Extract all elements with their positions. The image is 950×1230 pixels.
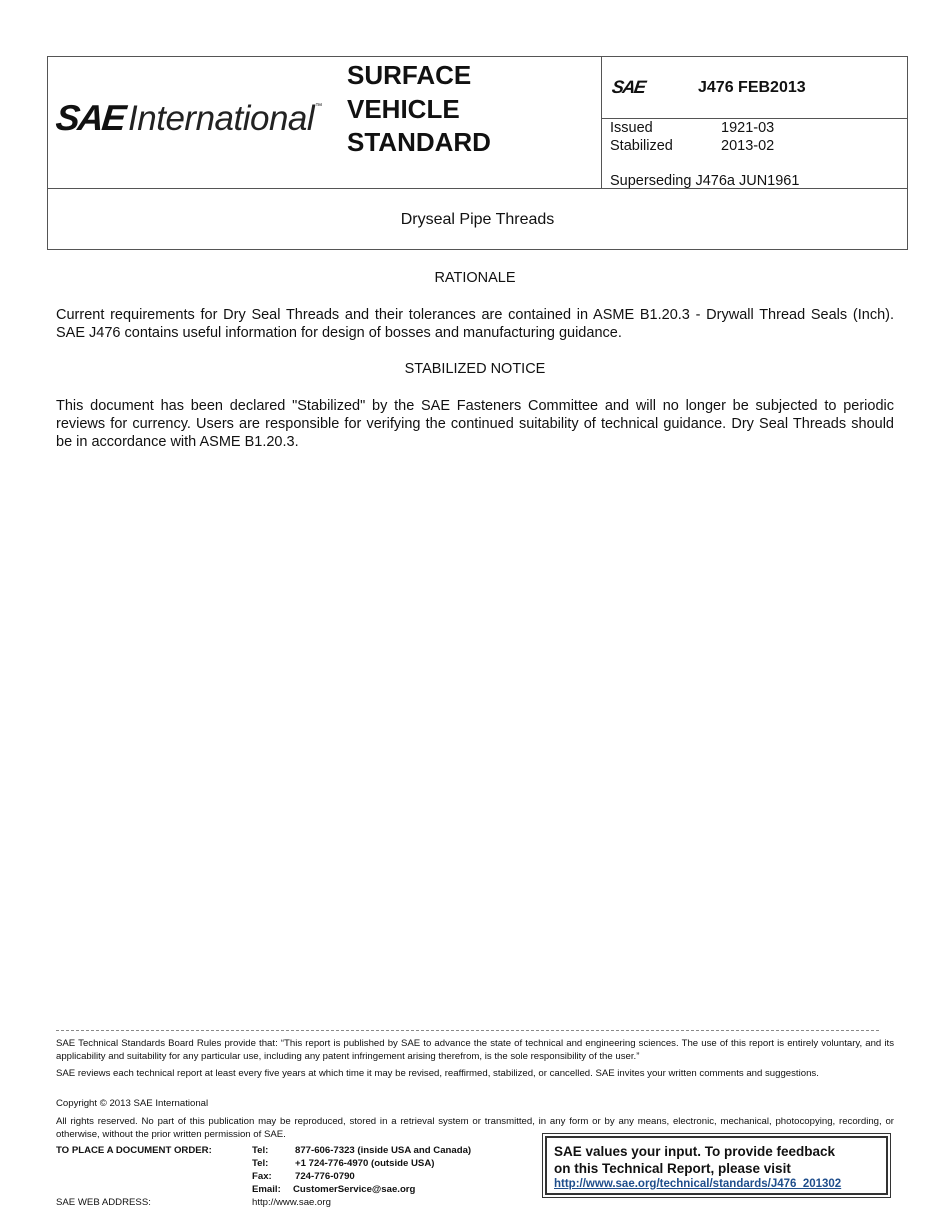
contact-key-email: Email: [252, 1184, 281, 1195]
feedback-box [542, 1133, 891, 1198]
logo-trademark: ™ [315, 103, 323, 110]
logo-cell [48, 57, 346, 188]
standard-type-line-1: SURFACE [347, 60, 472, 90]
doc-info-cell [601, 57, 907, 188]
rationale-text: Current requirements for Dry Seal Threads and their tolerances are contained in ASME B1.20.3 - Drywall Thread Seals (Inch). SAE J476 contains useful information for design of bosses and manufacturing guidance. [56, 307, 894, 341]
superseding-text: Superseding J476a JUN1961 [610, 173, 800, 189]
standard-type [347, 59, 597, 160]
doc-id-row [602, 57, 907, 119]
title-box [47, 188, 908, 250]
sae-mini-logo: SAE [610, 77, 646, 97]
feedback-box-inner [545, 1136, 888, 1195]
stabilized-label: Stabilized [610, 138, 673, 154]
document-title: Dryseal Pipe Threads [400, 211, 555, 228]
stabilized-notice-text: This document has been declared "Stabilized" by the SAE Fasteners Committee and will no longer be subjected to periodic reviews for currency. Users are responsible for verifying the continued suitability of technical guidance. Dry Seal Threads should be in accordance with ASME B1.20.3. [56, 398, 894, 450]
board-rules-text: SAE Technical Standards Board Rules provide that: “This report is published by SAE to advance the state of technical and engineering sciences. The use of this report is entirely voluntary, and its applicability and suitability for any particular use, including any patent infringement arising therefrom, is the sole responsibility of the user.” [56, 1038, 894, 1062]
rationale-heading: RATIONALE [434, 270, 516, 286]
copyright-text: Copyright © 2013 SAE International [56, 1098, 209, 1109]
contact-tel-inside: 877-606-7323 (inside USA and Canada) [295, 1145, 472, 1156]
header-box [47, 56, 908, 189]
web-address-link[interactable]: http://www.sae.org [252, 1197, 331, 1208]
order-label: TO PLACE A DOCUMENT ORDER: [56, 1145, 212, 1156]
standard-type-line-3: STANDARD [347, 127, 491, 157]
review-policy-text: SAE reviews each technical report at least every five years at which time it may be revised, reaffirmed, stabilized, or cancelled. SAE invites your written comments and suggestions. [56, 1068, 819, 1079]
footer-divider [56, 1030, 879, 1031]
stabilized-notice-heading: STABILIZED NOTICE [404, 361, 546, 377]
standard-type-line-2: VEHICLE [347, 93, 460, 124]
feedback-link[interactable]: http://www.sae.org/technical/standards/J476_201302 [554, 1178, 842, 1190]
logo-word: International [128, 99, 315, 138]
contact-fax: 724-776-0790 [295, 1171, 355, 1182]
feedback-line-2: on this Technical Report, please visit [554, 1161, 791, 1176]
issued-label: Issued [610, 120, 653, 136]
contact-key-tel-2: Tel: [252, 1158, 269, 1169]
contact-email[interactable]: CustomerService@sae.org [293, 1184, 416, 1195]
logo-brand: SAE [53, 97, 127, 138]
doc-id: J476 FEB2013 [698, 79, 806, 96]
contact-key-tel-1: Tel: [252, 1145, 269, 1156]
stabilized-value: 2013-02 [721, 138, 775, 154]
web-address-label: SAE WEB ADDRESS: [56, 1197, 151, 1208]
rights-text: All rights reserved. No part of this publication may be reproduced, stored in a retrieval system or transmitted, in any form or by any means, electronic, mechanical, photocopying, recording, or otherwise, without the prior written permission of SAE. [56, 1116, 894, 1140]
issued-value: 1921-03 [721, 120, 775, 136]
contact-key-fax: Fax: [252, 1171, 272, 1182]
feedback-line-1: SAE values your input. To provide feedback [554, 1144, 836, 1159]
sae-international-logo [53, 97, 323, 138]
contact-tel-outside: +1 724-776-4970 (outside USA) [295, 1158, 435, 1169]
